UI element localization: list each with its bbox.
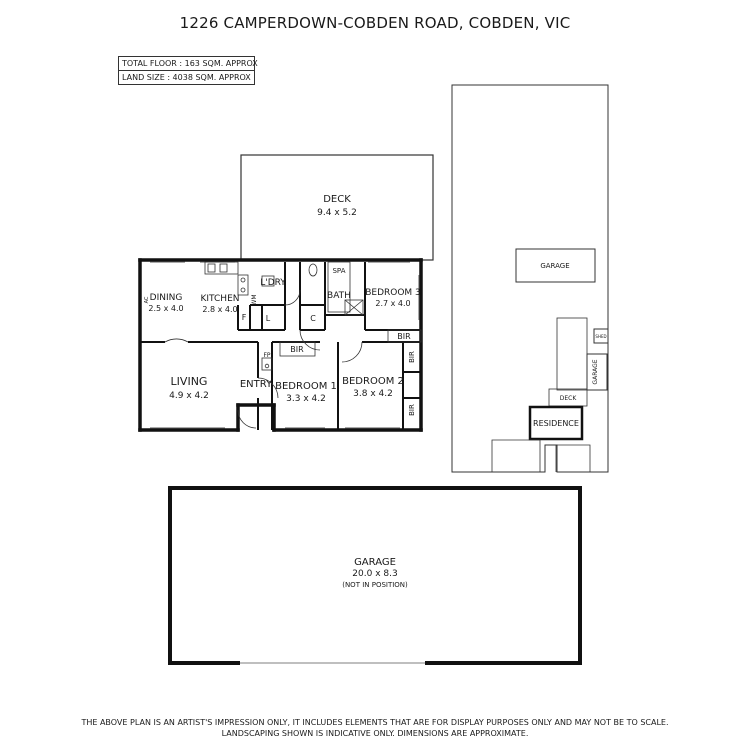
site-plan xyxy=(452,85,608,472)
cupboard-label: C xyxy=(310,314,316,323)
site-shed-label: SHED xyxy=(595,334,607,339)
bedroom2-dimensions: 3.8 x 4.2 xyxy=(353,389,393,399)
garage-note: (NOT IN POSITION) xyxy=(342,581,408,589)
garage-label: GARAGE xyxy=(354,557,396,568)
site-deck-label: DECK xyxy=(559,395,577,402)
living-dimensions: 4.9 x 4.2 xyxy=(169,391,209,401)
living-label: LIVING xyxy=(170,375,208,388)
dining-dimensions: 2.5 x 4.0 xyxy=(148,304,184,313)
doors xyxy=(165,290,362,428)
linen-label: L xyxy=(265,314,271,323)
shower-icon xyxy=(345,300,363,315)
site-garage-label: GARAGE xyxy=(540,262,570,270)
total-floor-area: TOTAL FLOOR : 163 SQM. APPROX xyxy=(122,59,258,68)
bedroom3-label: BEDROOM 3 xyxy=(365,288,421,298)
bir-label-bed2-top: BIR xyxy=(408,351,416,363)
bedroom3-dimensions: 2.7 x 4.0 xyxy=(375,299,411,308)
deck-dimensions: 9.4 x 5.2 xyxy=(317,208,357,218)
kitchen-dimensions: 2.8 x 4.0 xyxy=(202,305,238,314)
spa-label: SPA xyxy=(332,267,346,275)
site-garage-small-label: GARAGE xyxy=(592,359,599,385)
toilet-icon xyxy=(309,264,317,276)
laundry-label: L'DRY xyxy=(260,278,286,288)
disclaimer-line-1: THE ABOVE PLAN IS AN ARTIST'S IMPRESSION ONLY, IT INCLUDES ELEMENTS THAT ARE FOR DISPLAY PURPOSES ONLY AND MAY NOT BE TO SCALE. xyxy=(81,718,669,727)
bath-label: BATH xyxy=(327,291,351,301)
land-size: LAND SIZE : 4038 SQM. APPROX xyxy=(119,70,254,84)
fridge-label: F xyxy=(241,313,247,322)
kitchen-label: KITCHEN xyxy=(200,294,240,304)
garage-dimensions: 20.0 x 8.3 xyxy=(352,569,398,579)
dining-label: DINING xyxy=(149,293,183,303)
site-residence-label: RESIDENCE xyxy=(533,419,579,428)
bedroom1-label: BEDROOM 1 xyxy=(275,381,337,392)
bir-label-bed2-bottom: BIR xyxy=(408,404,416,416)
fireplace-label: FP xyxy=(263,352,271,359)
disclaimer-line-2: LANDSCAPING SHOWN IS INDICATIVE ONLY. DIMENSIONS ARE APPROXIMATE. xyxy=(221,729,529,738)
ac-label: AC xyxy=(144,296,150,304)
kitchen-bench xyxy=(205,262,248,295)
bedroom2-label: BEDROOM 2 xyxy=(342,376,404,387)
bir-label-bed1: BIR xyxy=(290,345,304,354)
bedroom1-dimensions: 3.3 x 4.2 xyxy=(286,394,326,404)
entry-label: ENTRY xyxy=(239,379,273,390)
bir-label-bed3: BIR xyxy=(397,332,411,341)
disclaimer xyxy=(0,717,750,739)
wm-label: WM xyxy=(251,294,258,306)
deck-label: DECK xyxy=(323,194,351,205)
page-title: 1226 CAMPERDOWN-COBDEN ROAD, COBDEN, VIC xyxy=(179,14,571,32)
